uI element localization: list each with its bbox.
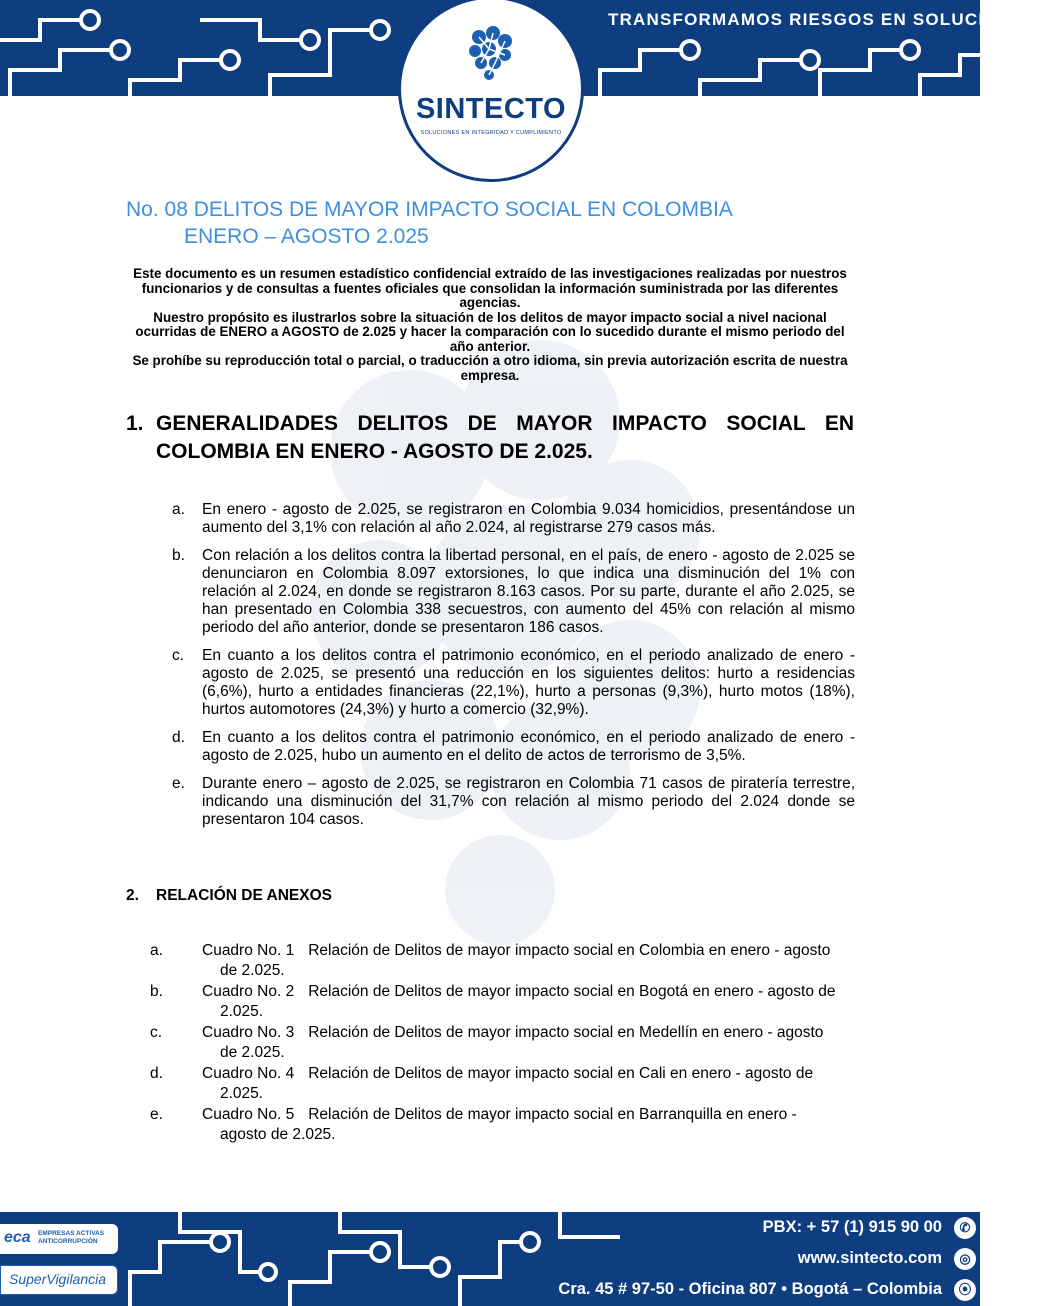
annex-description: Relación de Delitos de mayor impacto social en Barranquilla en enero - — [308, 1106, 797, 1123]
list-marker: e. — [172, 775, 185, 792]
section1-heading-line1: GENERALIDADES DELITOS DE MAYOR IMPACTO SOCIAL EN — [156, 412, 854, 435]
tagline: TRANSFORMAMOS RIESGOS EN SOLUCIONES — [608, 10, 1037, 29]
pbx-number: PBX: + 57 (1) 915 90 00 — [762, 1218, 942, 1236]
section1-list — [172, 501, 855, 839]
location-icon: ⦿ — [954, 1279, 976, 1301]
annex-list — [150, 941, 855, 1146]
annex-description-cont: 2.025. — [220, 1002, 264, 1020]
section2-heading-text: RELACIÓN DE ANEXOS — [156, 887, 332, 904]
list-marker: b. — [172, 547, 185, 564]
document-title — [126, 196, 733, 250]
annex-cuadro: Cuadro No. 5 — [202, 1106, 295, 1123]
annex-item — [150, 941, 855, 980]
title-line2: ENERO – AGOSTO 2.025 — [184, 225, 429, 248]
annex-marker: e. — [150, 1106, 163, 1123]
list-marker: a. — [172, 501, 185, 518]
annex-description: Relación de Delitos de mayor impacto social en Medellín en enero - agosto — [308, 1024, 824, 1041]
list-item — [172, 775, 855, 829]
annex-cuadro: Cuadro No. 3 — [202, 1024, 295, 1041]
section2-heading — [126, 887, 332, 905]
annex-item — [150, 1064, 855, 1103]
section1-heading-line2: COLOMBIA EN ENERO - AGOSTO DE 2.025. — [156, 440, 593, 463]
annex-marker: c. — [150, 1024, 163, 1041]
annex-cuadro: Cuadro No. 1 — [202, 942, 295, 959]
intro-paragraph-2: Nuestro propósito es ilustrarlos sobre la situación de los delitos de mayor impacto social a nivel nacional ocurridas de ENERO a AGOSTO de 2.025 y hacer la comparación con lo sucedido durante el mismo periodo del año anterior. — [135, 309, 845, 354]
annex-item — [150, 1105, 855, 1144]
annex-item — [150, 1023, 855, 1062]
annex-cuadro: Cuadro No. 2 — [202, 983, 295, 1000]
supervigilancia-logo: SuperVigilancia — [9, 1271, 107, 1287]
annex-marker: b. — [150, 983, 163, 1000]
section1-heading — [126, 410, 854, 466]
eca-logo: eca — [4, 1229, 31, 1246]
annex-description: Relación de Delitos de mayor impacto social en Cali en enero - agosto de — [308, 1065, 814, 1082]
logo-subtitle: SOLUCIONES EN INTEGRIDAD Y CUMPLIMIENTO — [420, 130, 562, 136]
list-item-text: Con relación a los delitos contra la libertad personal, en el país, de enero - agosto de 2.025 se denunciaron en Colombia 8.097 extorsiones, lo que indica una disminución del 1% con relación al 2.024, en donde se registraron 8.163 casos. Por su parte, durante el año 2.025, se han presentado en Colombia 338 secuestros, con aumento del 45% con relación al mismo periodo del año anterior, donde se presentaron 186 casos. — [202, 547, 855, 636]
footer-band — [0, 1212, 980, 1306]
intro-notice — [128, 267, 852, 383]
phone-icon: ✆ — [954, 1217, 976, 1239]
eca-badge — [0, 1224, 118, 1254]
list-marker: d. — [172, 729, 185, 746]
list-item — [172, 547, 855, 637]
section2-number: 2. — [126, 887, 139, 904]
list-item — [172, 647, 855, 719]
address: Cra. 45 # 97-50 - Oficina 807 • Bogotá – Colombia — [558, 1280, 942, 1298]
globe-icon: ◎ — [954, 1248, 976, 1270]
annex-description-cont: de 2.025. — [220, 1043, 285, 1061]
title-line1: No. 08 DELITOS DE MAYOR IMPACTO SOCIAL EN COLOMBIA — [126, 198, 733, 221]
list-item — [172, 729, 855, 765]
list-item-text: Durante enero – agosto de 2.025, se registraron en Colombia 71 casos de piratería terrestre, indicando una disminución del 31,7% con relación al mismo periodo del 2.024 donde se presentaron 104 casos. — [202, 775, 855, 828]
section1-number: 1. — [126, 412, 144, 435]
logo — [398, 0, 584, 182]
list-marker: c. — [172, 647, 185, 664]
annex-item — [150, 982, 855, 1021]
annex-description-cont: de 2.025. — [220, 961, 285, 979]
annex-marker: a. — [150, 942, 163, 959]
list-item — [172, 501, 855, 537]
intro-paragraph-1: Este documento es un resumen estadístico confidencial extraído de las investigaciones realizadas por nuestros funcionarios y de consultas a fuentes oficiales que consolidan la información suministrada por las diferentes agencias. — [133, 266, 847, 310]
eca-text-line2: ANTICORRUPCIÓN — [38, 1238, 98, 1245]
supervigilancia-badge — [0, 1265, 118, 1295]
annex-description: Relación de Delitos de mayor impacto social en Colombia en enero - agosto — [308, 942, 831, 959]
intro-paragraph-3: Se prohíbe su reproducción total o parcial, o traducción a otro idioma, sin previa autorización escrita de nuestra empresa. — [132, 353, 848, 383]
eca-text-line1: EMPRESAS ACTIVAS — [38, 1230, 105, 1237]
brain-icon — [465, 25, 517, 83]
website-link[interactable]: www.sintecto.com — [797, 1249, 942, 1267]
list-item-text: En enero - agosto de 2.025, se registraron en Colombia 9.034 homicidios, presentándose un aumento del 3,1% con relación al año 2.024, al registrarse 279 casos más. — [202, 501, 855, 536]
annex-cuadro: Cuadro No. 4 — [202, 1065, 295, 1082]
annex-description-cont: 2.025. — [220, 1084, 264, 1102]
list-item-text: En cuanto a los delitos contra el patrimonio económico, en el periodo analizado de enero - agosto de 2.025, se presentó una reducción en los siguientes delitos: hurto a residencias (6,6%), hurto a entidades financieras (22,1%), hurto a personas (9,3%), hurto motos (18%), hurtos automotores (24,3%) y hurto a comercio (32,9%). — [202, 647, 855, 718]
logo-name: SINTECTO — [415, 93, 567, 125]
annex-description-cont: agosto de 2.025. — [220, 1125, 336, 1143]
annex-marker: d. — [150, 1065, 163, 1082]
annex-description: Relación de Delitos de mayor impacto social en Bogotá en enero - agosto de — [308, 983, 836, 1000]
list-item-text: En cuanto a los delitos contra el patrimonio económico, en el periodo analizado de enero - agosto de 2.025, hubo un aumento en el delito de actos de terrorismo de 3,5%. — [202, 729, 855, 764]
